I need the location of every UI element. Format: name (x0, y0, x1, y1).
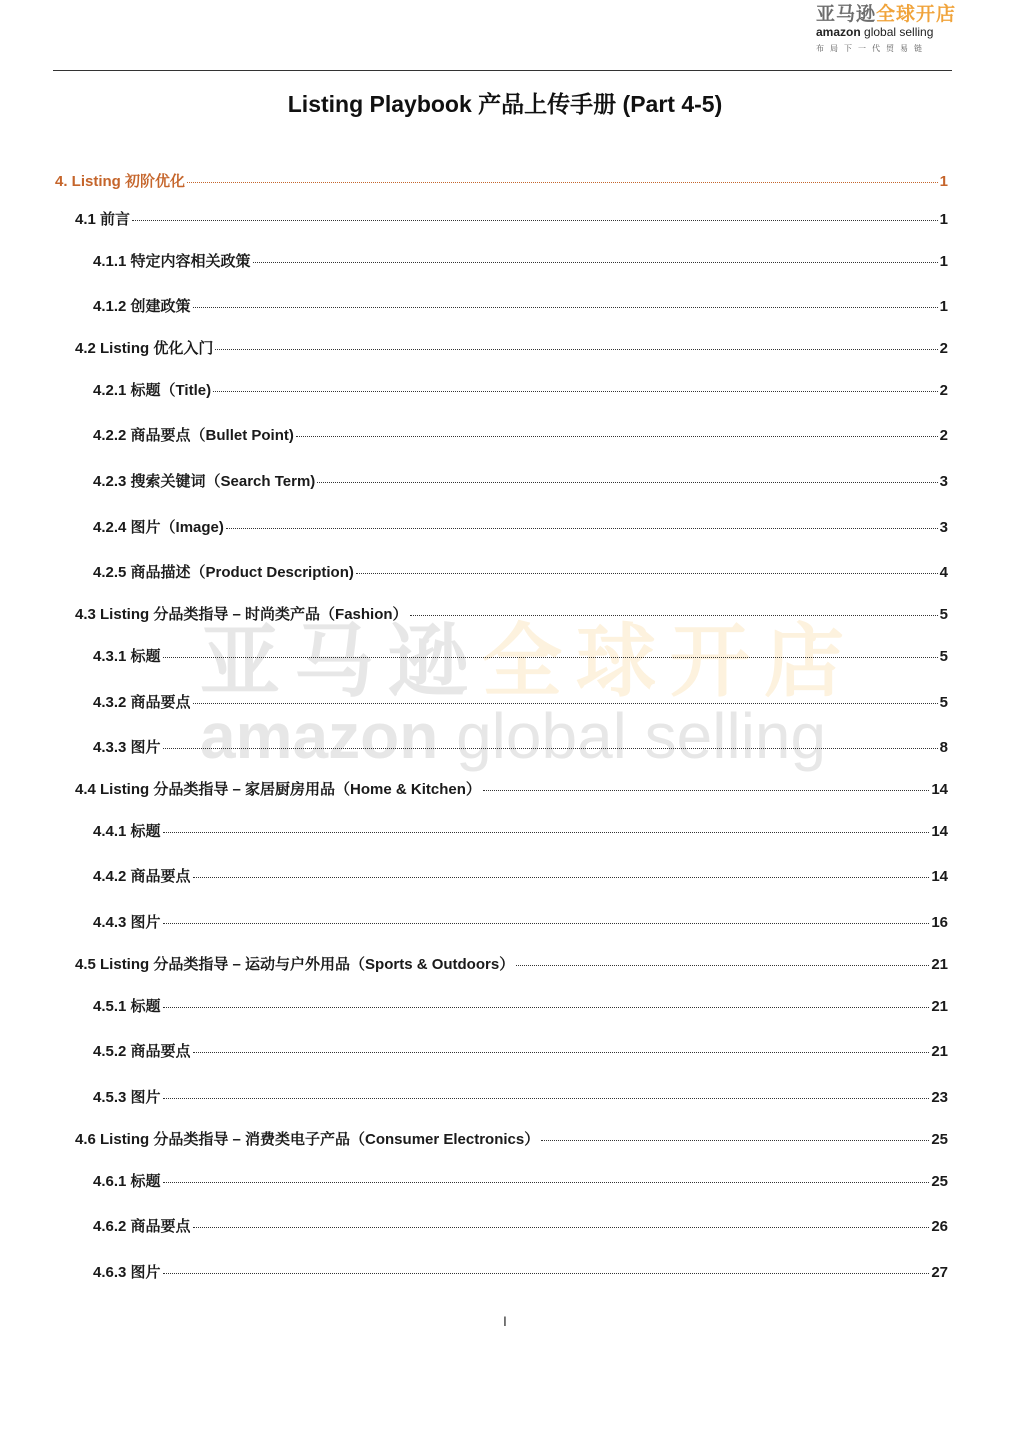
toc-dot-leader (163, 923, 930, 924)
toc-entry[interactable] (93, 736, 948, 757)
toc-entry-label: 4.2.4 图片（Image) (93, 519, 224, 536)
toc-entry-page: 1 (939, 253, 948, 270)
toc-dot-leader (410, 615, 938, 616)
toc-entry[interactable] (93, 645, 948, 666)
toc-dot-leader (215, 349, 937, 350)
toc-entry[interactable] (75, 337, 948, 358)
toc-entry-label: 4.1.1 特定内容相关政策 (93, 253, 251, 270)
toc-entry-page: 25 (931, 1173, 948, 1190)
toc-dot-leader (226, 528, 938, 529)
toc-dot-leader (253, 262, 938, 263)
toc-dot-leader (163, 748, 938, 749)
toc-entry-page: 1 (939, 211, 948, 228)
toc-entry-label: 4.6 Listing 分品类指导 – 消费类电子产品（Consumer Electronics） (75, 1131, 540, 1148)
toc-entry[interactable] (75, 1128, 948, 1149)
toc-dot-leader (213, 391, 938, 392)
toc-dot-leader (193, 1227, 930, 1228)
toc-entry[interactable] (93, 1040, 948, 1061)
toc-entry-label: 4.5.2 商品要点 (93, 1043, 191, 1060)
toc-dot-leader (193, 1052, 930, 1053)
toc-entry-page: 14 (931, 868, 948, 885)
toc-entry-label: 4.2.3 搜索关键词（Search Term) (93, 473, 316, 490)
toc-dot-leader (317, 482, 937, 483)
toc-entry-label: 4.6.3 图片 (93, 1264, 161, 1281)
toc-entry-label: 4.2.2 商品要点（Bullet Point) (93, 427, 294, 444)
toc-dot-leader (193, 877, 930, 878)
toc-entry-page: 1 (939, 173, 948, 190)
toc-dot-leader (163, 1273, 930, 1274)
toc-entry[interactable] (93, 250, 948, 271)
toc-entry-page: 5 (939, 694, 948, 711)
toc-entry[interactable] (75, 778, 948, 799)
page-title: Listing Playbook 产品上传手册 (Part 4-5) (287, 91, 723, 117)
toc-entry-label: 4.5.3 图片 (93, 1089, 161, 1106)
toc-entry[interactable] (75, 208, 948, 229)
toc-dot-leader (516, 965, 929, 966)
toc-entry[interactable] (93, 1086, 948, 1107)
toc-entry-label: 4.6.1 标题 (93, 1173, 161, 1190)
toc-entry[interactable] (93, 379, 948, 400)
toc-dot-leader (193, 307, 938, 308)
toc-entry[interactable] (93, 1261, 948, 1282)
toc-entry-page: 3 (939, 519, 948, 536)
toc-entry-page: 2 (939, 427, 948, 444)
toc-entry[interactable] (93, 516, 948, 537)
toc-entry-page: 3 (939, 473, 948, 490)
toc-entry[interactable] (93, 820, 948, 841)
toc-dot-leader (193, 703, 938, 704)
toc-entry[interactable] (75, 953, 948, 974)
toc-dot-leader (163, 1007, 930, 1008)
toc-entry-page: 23 (931, 1089, 948, 1106)
toc-entry[interactable] (93, 691, 948, 712)
toc-entry[interactable] (93, 911, 948, 932)
toc-entry-label: 4.1.2 创建政策 (93, 298, 191, 315)
toc-entry-label: 4.3.1 标题 (93, 648, 161, 665)
toc-entry-page: 16 (931, 914, 948, 931)
toc-entry-page: 2 (939, 340, 948, 357)
logo-chinese: 亚马逊全球开店 (816, 4, 957, 25)
toc-entry-page: 14 (931, 781, 948, 798)
watermark: 亚马逊全球开店 amazon global selling (200, 617, 858, 772)
toc-entry-label: 4.4.2 商品要点 (93, 868, 191, 885)
toc-entry[interactable] (75, 603, 948, 624)
toc-entry-label: 4. Listing 初阶优化 (55, 173, 186, 190)
toc-entry-label: 4.4.3 图片 (93, 914, 161, 931)
toc-entry-page: 5 (939, 648, 948, 665)
toc-entry-page: 26 (931, 1218, 948, 1235)
toc-entry-label: 4.5.1 标题 (93, 998, 161, 1015)
toc-entry[interactable] (93, 424, 948, 445)
toc-dot-leader (541, 1140, 929, 1141)
toc-entry[interactable] (93, 1170, 948, 1191)
toc-entry-page: 2 (939, 382, 948, 399)
toc-dot-leader (356, 573, 938, 574)
toc-dot-leader (132, 220, 938, 221)
toc-entry-label: 4.4.1 标题 (93, 823, 161, 840)
toc-entry-page: 21 (931, 1043, 948, 1060)
toc-entry-label: 4.1 前言 (75, 211, 131, 228)
toc-dot-leader (483, 790, 929, 791)
logo-english: amazon global selling (816, 25, 934, 39)
toc-dot-leader (163, 1182, 930, 1183)
toc-dot-leader (163, 657, 938, 658)
toc-entry-page: 14 (931, 823, 948, 840)
toc-entry[interactable] (93, 995, 948, 1016)
toc-entry[interactable] (93, 1215, 948, 1236)
toc-entry-label: 4.2 Listing 优化入门 (75, 340, 214, 357)
toc-entry[interactable] (93, 561, 948, 582)
toc-entry-page: 25 (931, 1131, 948, 1148)
toc-entry-page: 4 (939, 564, 948, 581)
toc-entry-label: 4.3 Listing 分品类指导 – 时尚类产品（Fashion） (75, 606, 408, 623)
toc-entry-label: 4.2.5 商品描述（Product Description) (93, 564, 354, 581)
toc-entry-page: 1 (939, 298, 948, 315)
logo-tagline: 布局下一代贸易链 (816, 44, 928, 53)
page-number: I (503, 1313, 507, 1329)
toc-entry-page: 5 (939, 606, 948, 623)
toc-entry-page: 27 (931, 1264, 948, 1281)
toc-dot-leader (296, 436, 938, 437)
toc-entry-label: 4.4 Listing 分品类指导 – 家居厨房用品（Home & Kitchen） (75, 781, 481, 798)
toc-entry-label: 4.3.2 商品要点 (93, 694, 191, 711)
toc-entry-label: 4.3.3 图片 (93, 739, 161, 756)
toc-entry-page: 21 (931, 956, 948, 973)
toc-entry[interactable] (55, 170, 948, 191)
toc-entry-label: 4.6.2 商品要点 (93, 1218, 191, 1235)
toc-entry[interactable] (93, 295, 948, 316)
toc-entry[interactable] (93, 470, 948, 491)
toc-entry[interactable] (93, 865, 948, 886)
toc-dot-leader (163, 1098, 930, 1099)
toc-entry-page: 8 (939, 739, 948, 756)
toc-entry-label: 4.5 Listing 分品类指导 – 运动与户外用品（Sports & Outdoors） (75, 956, 515, 973)
toc-dot-leader (187, 182, 938, 183)
toc-dot-leader (163, 832, 930, 833)
toc-entry-label: 4.2.1 标题（Title) (93, 382, 212, 399)
toc-entry-page: 21 (931, 998, 948, 1015)
